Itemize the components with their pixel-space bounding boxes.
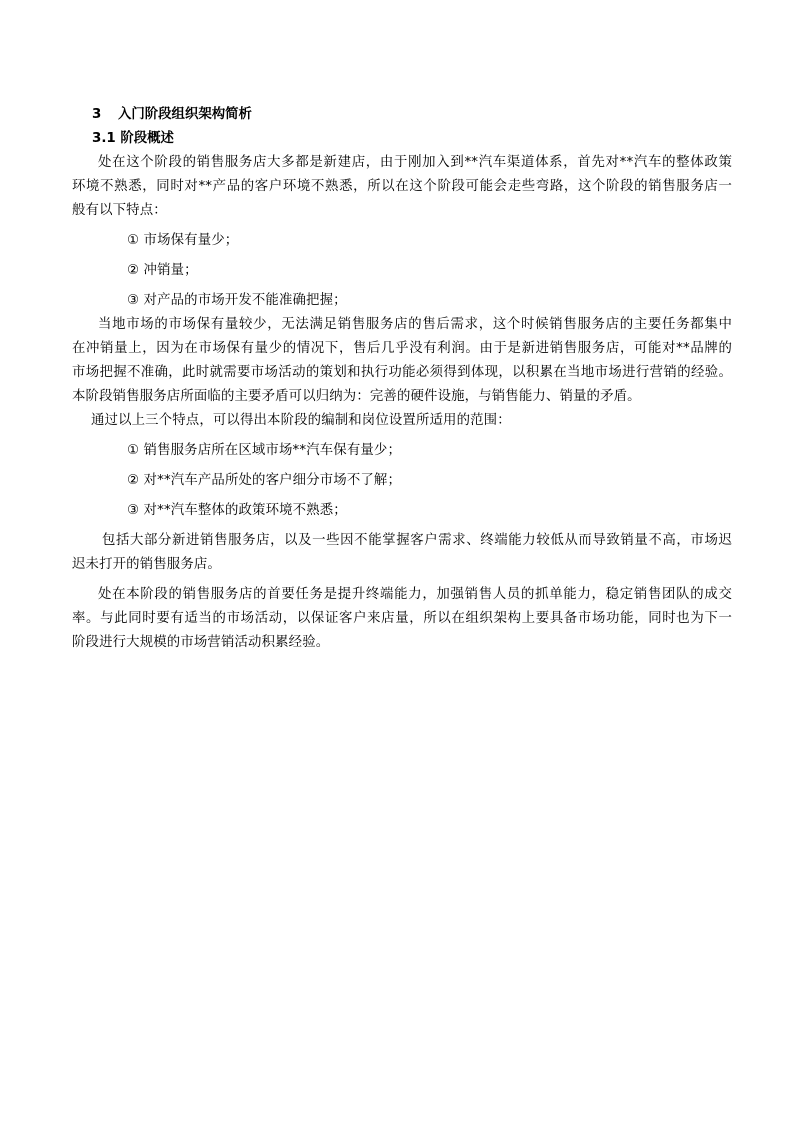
list-item: ③ 对**汽车整体的政策环境不熟悉；	[127, 503, 347, 518]
list-item: ② 对**汽车产品所处的客户细分市场不了解；	[127, 473, 401, 488]
paragraph-1-line-3: 般有以下特点：	[72, 203, 167, 218]
paragraph-2-line-3: 市场把握不准确，此时就需要市场活动的策划和执行功能必须得到体现，以积累在当地市场进行营销的经验。	[72, 365, 732, 380]
list-item: ① 市场保有量少；	[127, 233, 239, 248]
paragraph-5-line-1: 处在本阶段的销售服务店的首要任务是提升终端能力，加强销售人员的抓单能力，稳定销售团队的成交	[98, 587, 732, 602]
document-body	[72, 103, 732, 655]
paragraph-4-line-1: 包括大部分新进销售服务店，以及一些因不能掌握客户需求、终端能力较低从而导致销量不高，市场迟	[102, 533, 732, 548]
paragraph-1-line-2: 环境不熟悉，同时对**产品的客户环境不熟悉，所以在这个阶段可能会走些弯路，这个阶段的销售服务店一	[72, 179, 732, 194]
section-title: 入门阶段组织架构简析	[118, 107, 252, 122]
list-item: ② 冲销量；	[127, 263, 198, 278]
list-item: ③ 对产品的市场开发不能准确把握；	[127, 293, 347, 308]
paragraph-2-line-2: 在冲销量上，因为在市场保有量少的情况下，售后几乎没有利润。由于是新进销售服务店，可能对**品牌的	[72, 341, 732, 356]
paragraph-2-line-1: 当地市场的市场保有量较少，无法满足销售服务店的售后需求，这个时候销售服务店的主要任务都集中	[98, 317, 732, 332]
section-number: 3	[92, 107, 102, 122]
paragraph-2-line-4: 本阶段销售服务店所面临的主要矛盾可以归纳为：完善的硬件设施，与销售能力、销量的矛盾。	[72, 389, 641, 404]
paragraph-5-line-2: 率。与此同时要有适当的市场活动，以保证客户来店量，所以在组织架构上要具备市场功能，同时也为下一	[72, 611, 732, 626]
subsection-heading: 3.1 阶段概述	[92, 131, 174, 146]
section-heading	[72, 103, 732, 127]
paragraph-3-line-1: 通过以上三个特点，可以得出本阶段的编制和岗位设置所适用的范围：	[91, 413, 511, 428]
paragraph-5-line-3: 阶段进行大规模的市场营销活动积累经验。	[72, 635, 330, 650]
paragraph-4-line-2: 迟未打开的销售服务店。	[72, 557, 221, 572]
paragraph-1-line-1: 处在这个阶段的销售服务店大多都是新建店，由于刚加入到**汽车渠道体系，首先对**汽车的整体政策	[98, 155, 732, 170]
list-item: ① 销售服务店所在区域市场**汽车保有量少；	[127, 443, 401, 458]
